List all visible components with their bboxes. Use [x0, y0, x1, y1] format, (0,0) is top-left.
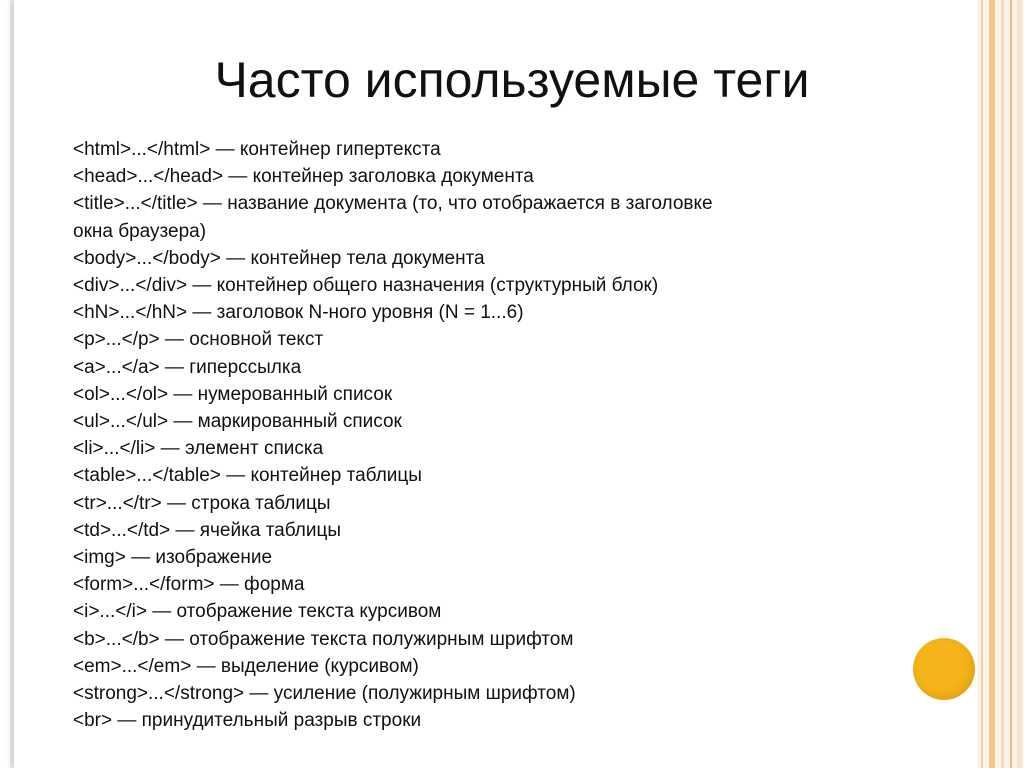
decorative-stripes: [977, 0, 1024, 768]
list-item: <img> — изображение: [73, 547, 273, 569]
list-item: <li>...</li> — элемент списка: [73, 438, 324, 460]
list-item: <hN>...</hN> — заголовок N-ного уровня (N = 1...6): [73, 302, 524, 324]
list-item: <a>...</a> — гиперссылка: [73, 356, 302, 378]
tag-list: [73, 136, 873, 734]
list-item: <br> — принудительный разрыв строки: [73, 710, 422, 732]
list-item: <b>...</b> — отображение текста полужирным шрифтом: [73, 628, 574, 650]
stripe: [1001, 0, 1004, 768]
stripe: [1017, 0, 1022, 768]
list-item: <div>...</div> — контейнер общего назначения (структурный блок): [73, 275, 659, 297]
stripe: [989, 0, 995, 768]
list-item: <td>...</td> — ячейка таблицы: [73, 519, 342, 541]
list-item: <ol>...</ol> — нумерованный список: [73, 383, 393, 405]
list-item: <form>...</form> — форма: [73, 574, 305, 596]
list-item: <head>...</head> — контейнер заголовка документа: [73, 166, 534, 188]
stripe: [981, 0, 983, 768]
list-item: <html>...</html> — контейнер гипертекста: [73, 139, 441, 160]
list-item: <em>...</em> — выделение (курсивом): [73, 655, 419, 677]
list-item: <ul>...</ul> — маркированный список: [73, 411, 402, 433]
list-item: <tr>...</tr> — строка таблицы: [73, 492, 331, 514]
slide-title: Часто используемые теги: [214, 52, 810, 108]
list-item: <i>...</i> — отображение текста курсивом: [73, 601, 442, 623]
list-item: <title>...</title> — название документа (то, что отображается в заголовке: [73, 193, 713, 215]
list-item: <p>...</p> — основной текст: [73, 329, 324, 351]
list-item: <body>...</body> — контейнер тела документа: [73, 247, 485, 269]
stripe: [1010, 0, 1012, 768]
list-item: <strong>...</strong> — усиление (полужирным шрифтом): [73, 683, 576, 705]
list-item: <table>...</table> — контейнер таблицы: [73, 465, 422, 487]
decorative-orb: [913, 638, 975, 700]
list-item: окна браузера): [73, 220, 207, 242]
